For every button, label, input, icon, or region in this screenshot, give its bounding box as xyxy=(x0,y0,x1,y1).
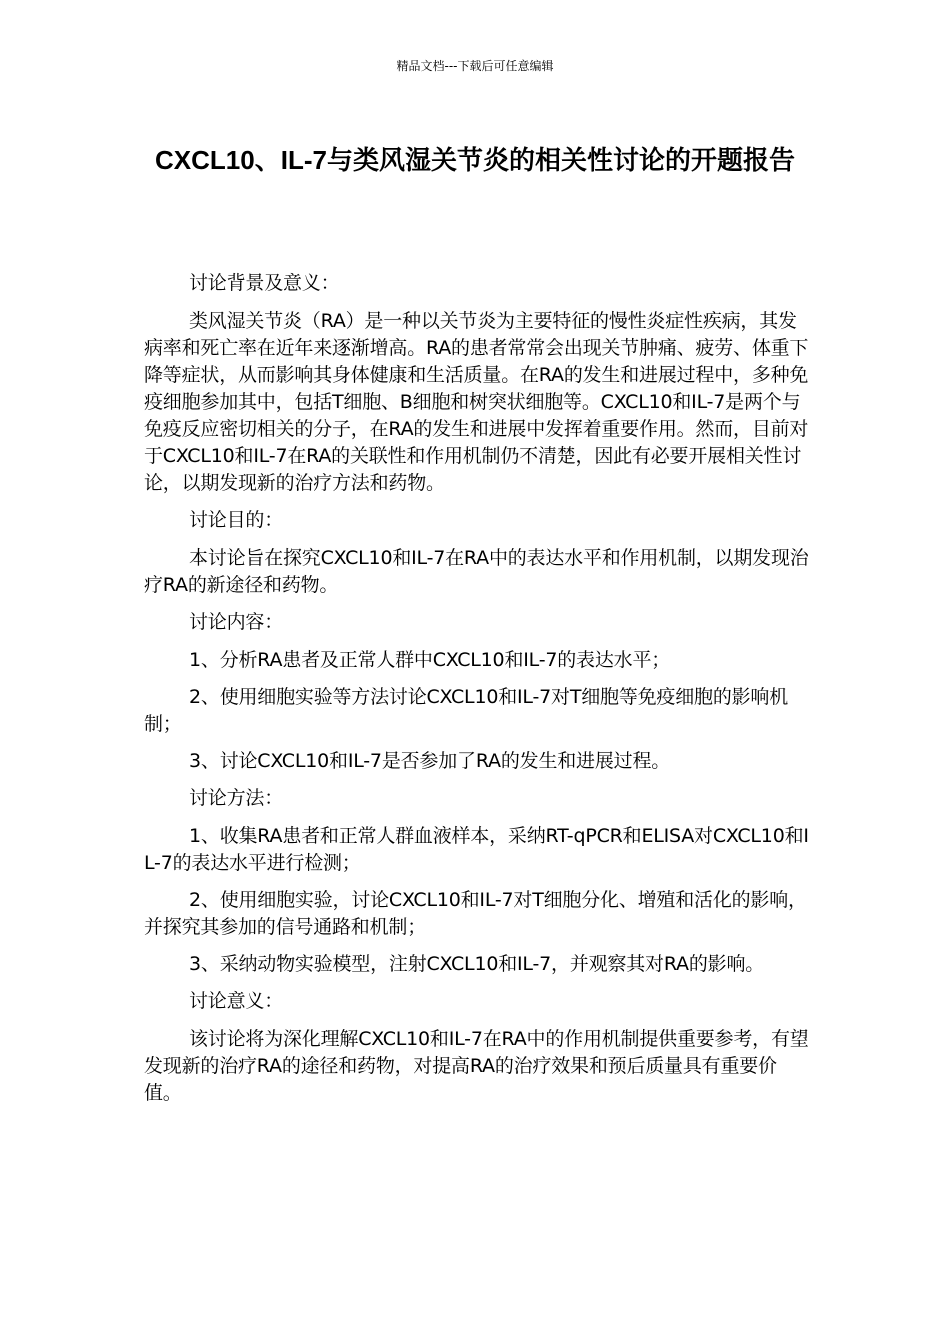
page-header-note: 精品文档---下载后可任意编辑 xyxy=(396,59,554,73)
method-heading: 讨论方法： xyxy=(189,787,284,809)
background-paragraph: 类风湿关节炎（RA）是一种以关节炎为主要特征的慢性炎症性疾病，其发病率和死亡率在近年来逐渐增高。RA的患者常常会出现关节肿痛、疲劳、体重下降等症状，从而影响其身体健康和生活质量。在RA的发生和进展过程中，多种免疫细胞参加其中，包括T细胞、B细胞和树突状细胞等。CXCL10和IL-7是两个与免疫反应密切相关的分子，在RA的发生和进展中发挥着重要作用。然而，目前对于CXCL10和IL-7在RA的关联性和作用机制仍不清楚，因此有必要开展相关性讨论，以期发现新的治疗方法和药物。 xyxy=(144,310,809,494)
method-item-3: 3、采纳动物实验模型，注射CXCL10和IL-7，并观察其对RA的影响。 xyxy=(189,953,765,975)
document-title: CXCL10、IL-7与类风湿关节炎的相关性讨论的开题报告 xyxy=(155,145,795,175)
background-heading: 讨论背景及意义： xyxy=(189,272,340,294)
significance-paragraph: 该讨论将为深化理解CXCL10和IL-7在RA中的作用机制提供重要参考，有望发现新的治疗RA的途径和药物，对提高RA的治疗效果和预后质量具有重要价值。 xyxy=(144,1028,809,1104)
document-body xyxy=(144,270,812,1117)
content-item-3: 3、讨论CXCL10和IL-7是否参加了RA的发生和进展过程。 xyxy=(189,750,671,772)
method-item-1: 1、收集RA患者和正常人群血液样本，采纳RT-qPCR和ELISA对CXCL10和IL-7的表达水平进行检测； xyxy=(144,825,809,874)
significance-heading: 讨论意义： xyxy=(189,990,284,1012)
content-item-1: 1、分析RA患者及正常人群中CXCL10和IL-7的表达水平； xyxy=(189,649,671,671)
content-item-2: 2、使用细胞实验等方法讨论CXCL10和IL-7对T细胞等免疫细胞的影响机制； xyxy=(144,686,789,735)
method-item-2: 2、使用细胞实验，讨论CXCL10和IL-7对T细胞分化、增殖和活化的影响，并探究其参加的信号通路和机制； xyxy=(144,889,807,938)
purpose-heading: 讨论目的： xyxy=(189,509,284,531)
content-heading: 讨论内容： xyxy=(189,611,284,633)
purpose-paragraph: 本讨论旨在探究CXCL10和IL-7在RA中的表达水平和作用机制，以期发现治疗RA的新途径和药物。 xyxy=(144,547,809,596)
